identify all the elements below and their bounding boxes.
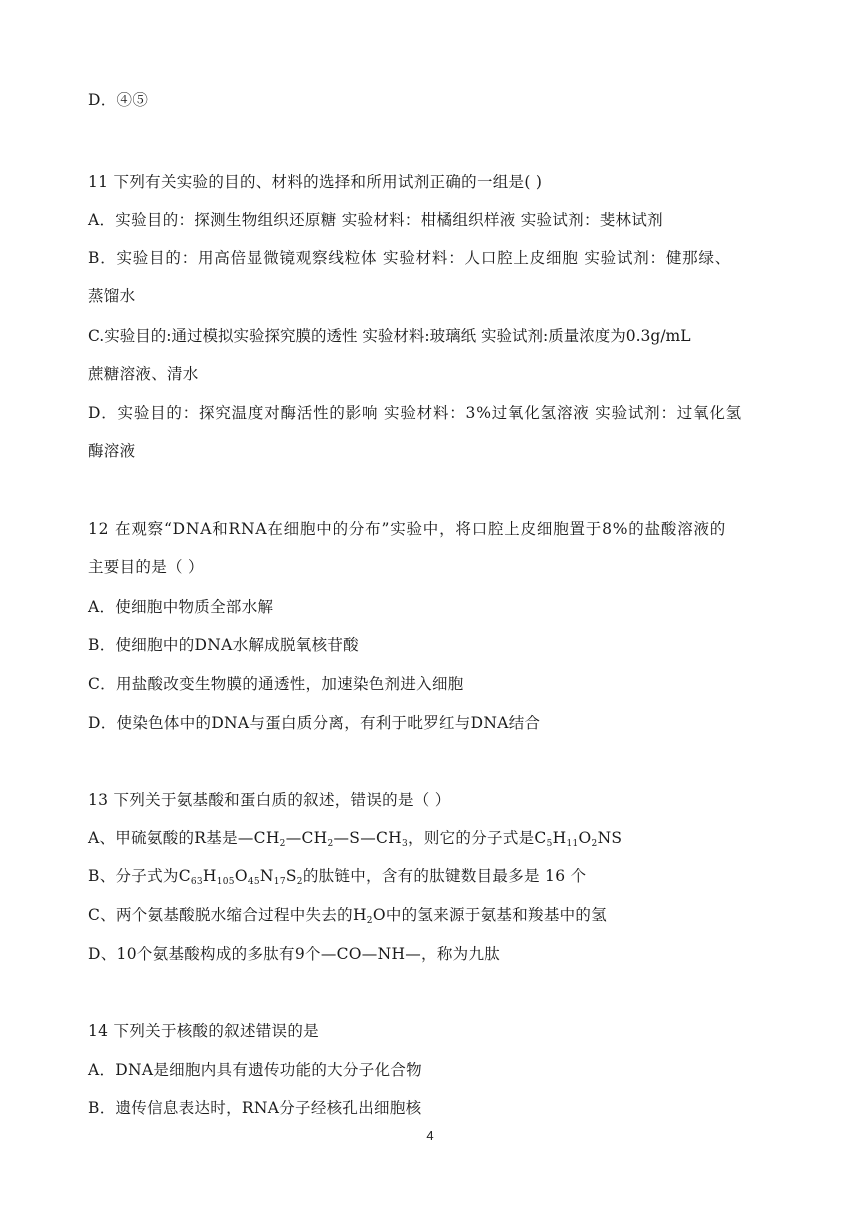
q13-option-a: A、甲硫氨酸的R基是$—CH_2—CH_2—S—CH_3$，则它的分子式是$C_5H_{11}O_2NS$	[88, 829, 623, 849]
q12-option-a: A．使细胞中物质全部水解	[88, 598, 274, 616]
q14-stem: 14 下列关于核酸的叙述错误的是	[88, 1022, 319, 1040]
q12-option-d: D．使染色体中的DNA与蛋白质分离，有利于吡罗红与DNA结合	[88, 714, 541, 732]
q14-option-a: A．DNA是细胞内具有遗传功能的大分子化合物	[88, 1061, 422, 1079]
q14-option-b: B．遗传信息表达时，RNA分子经核孔出细胞核	[88, 1099, 422, 1117]
q11-option-b-line1: B．实验目的：用高倍显微镜观察线粒体 实验材料：人口腔上皮细胞 实验试剂：健那绿、	[88, 249, 732, 267]
q11-option-c-line2: 蔗糖溶液、清水	[88, 365, 199, 383]
q11-option-d-line1: D．实验目的：探究温度对酶活性的影响 实验材料：3%过氧化氢溶液 实验试剂：过氧化氢	[88, 404, 742, 422]
q11-option-a: A．实验目的：探测生物组织还原糖 实验材料：柑橘组织样液 实验试剂：斐林试剂	[88, 211, 663, 229]
q13-option-d: D、10个氨基酸构成的多肽有9个—CO—NH—，称为九肽	[88, 945, 501, 963]
q13-option-c: C、两个氨基酸脱水缩合过程中失去的$H_2O$中的氢来源于氨基和羧基中的氢	[88, 906, 608, 926]
q12-option-c: C．用盐酸改变生物膜的通透性，加速染色剂进入细胞	[88, 675, 464, 693]
q12-stem-line1: 12 在观察“DNA和RNA在细胞中的分布”实验中，将口腔上皮细胞置于8%的盐酸溶液的	[88, 520, 727, 538]
q11-option-c-line1: C.实验目的:通过模拟实验探究膜的透性 实验材料:玻璃纸 实验试剂:质量浓度为0.3g/mL	[88, 327, 691, 345]
q13-option-b: B、分子式为$C_{63}H_{105}O_{45}N_{17}S_2$的肽链中，含有的肽键数目最多是 16 个	[88, 867, 587, 887]
q12-stem-line2: 主要目的是（ ）	[88, 558, 204, 576]
page-number: 4	[426, 1128, 434, 1143]
q11-stem: 11 下列有关实验的目的、材料的选择和所用试剂正确的一组是( )	[88, 173, 543, 191]
q11-option-d-line2: 酶溶液	[88, 442, 136, 460]
q12-option-b: B．使细胞中的DNA水解成脱氧核苷酸	[88, 636, 359, 654]
q10-option-d: D．④⑤	[88, 91, 149, 109]
q13-stem: 13 下列关于氨基酸和蛋白质的叙述，错误的是（ ）	[88, 791, 451, 809]
q11-option-b-line2: 蒸馏水	[88, 287, 136, 305]
